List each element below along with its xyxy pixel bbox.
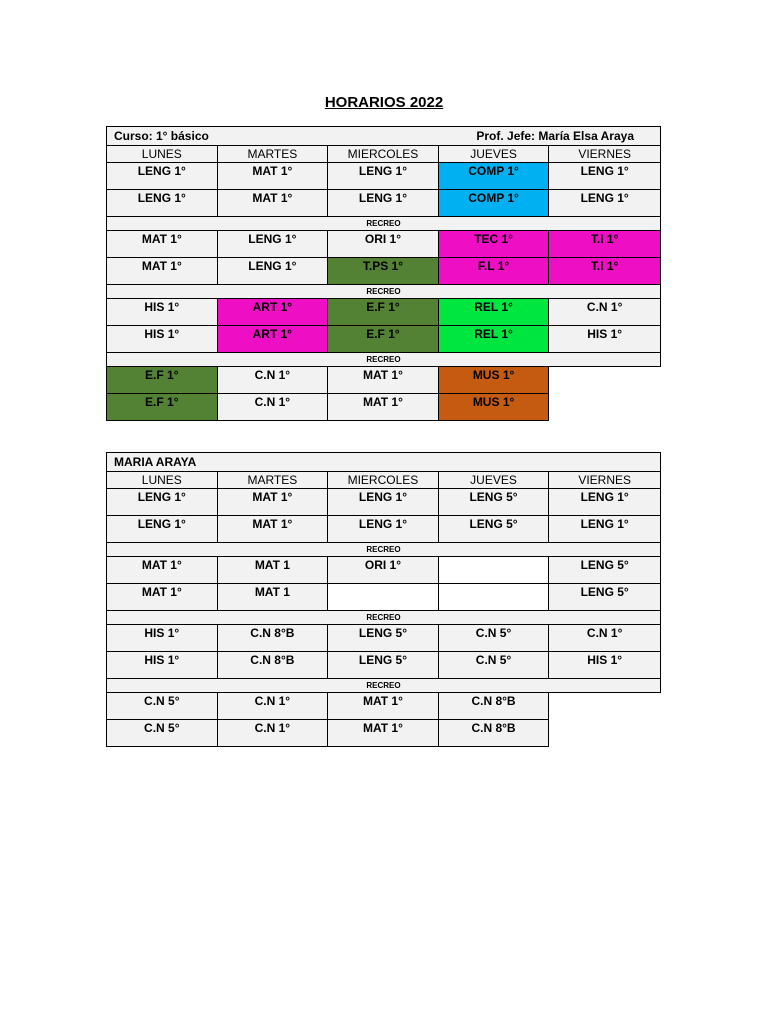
day-header-row <box>107 472 661 489</box>
class-cell: MAT 1 <box>217 584 328 611</box>
class-row <box>107 299 661 326</box>
class-cell: COMP 1° <box>438 163 549 190</box>
class-cell: COMP 1° <box>438 190 549 217</box>
class-cell: HIS 1° <box>107 652 218 679</box>
class-row <box>107 489 661 516</box>
class-cell: C.N 8°B <box>438 720 549 747</box>
class-cell: MUS 1° <box>438 367 549 394</box>
recess-row <box>107 679 661 693</box>
class-cell: C.N 5° <box>438 652 549 679</box>
recess-row <box>107 285 661 299</box>
class-row <box>107 693 661 720</box>
recess-row <box>107 543 661 557</box>
class-cell: MAT 1° <box>217 489 328 516</box>
day-header: MARTES <box>217 472 328 489</box>
class-cell: C.N 1° <box>217 693 328 720</box>
day-header: JUEVES <box>438 146 549 163</box>
class-cell: C.N 8°B <box>217 652 328 679</box>
day-header: VIERNES <box>549 146 661 163</box>
class-cell: C.N 1° <box>549 625 661 652</box>
class-cell: ART 1° <box>217 326 328 353</box>
class-cell: LENG 5° <box>549 584 661 611</box>
class-cell: LENG 1° <box>328 516 439 543</box>
class-cell: T.I 1° <box>549 231 661 258</box>
class-cell: MUS 1° <box>438 394 549 421</box>
class-cell: LENG 1° <box>328 190 439 217</box>
class-cell: MAT 1° <box>328 367 439 394</box>
day-header: LUNES <box>107 146 218 163</box>
class-cell: MAT 1° <box>107 231 218 258</box>
class-cell: F.L 1° <box>438 258 549 285</box>
class-cell: LENG 5° <box>328 652 439 679</box>
class-cell: LENG 5° <box>328 625 439 652</box>
day-header: MARTES <box>217 146 328 163</box>
class-cell: TEC 1° <box>438 231 549 258</box>
class-row <box>107 625 661 652</box>
class-cell: LENG 1° <box>549 489 661 516</box>
class-cell: E.F 1° <box>107 394 218 421</box>
class-cell: LENG 1° <box>107 489 218 516</box>
day-header: VIERNES <box>549 472 661 489</box>
class-cell: T.PS 1° <box>328 258 439 285</box>
class-row <box>107 652 661 679</box>
class-cell: LENG 5° <box>438 516 549 543</box>
schedule-header-left: Curso: 1° básico <box>107 127 439 146</box>
class-cell: C.N 1° <box>217 720 328 747</box>
class-cell: LENG 1° <box>549 516 661 543</box>
class-cell: HIS 1° <box>549 652 661 679</box>
class-cell: LENG 1° <box>217 258 328 285</box>
class-cell: MAT 1° <box>328 693 439 720</box>
recess-label: RECREO <box>107 217 661 231</box>
class-row <box>107 557 661 584</box>
class-row <box>107 326 661 353</box>
day-header: MIERCOLES <box>328 472 439 489</box>
class-cell <box>328 584 439 611</box>
day-header: MIERCOLES <box>328 146 439 163</box>
recess-label: RECREO <box>107 543 661 557</box>
class-cell: MAT 1° <box>328 394 439 421</box>
schedule-table-teacher <box>106 452 661 747</box>
class-cell: C.N 5° <box>438 625 549 652</box>
recess-label: RECREO <box>107 285 661 299</box>
recess-label: RECREO <box>107 679 661 693</box>
class-cell: LENG 1° <box>217 231 328 258</box>
class-cell: ORI 1° <box>328 231 439 258</box>
class-cell: ART 1° <box>217 299 328 326</box>
schedule-header <box>107 453 661 472</box>
class-row <box>107 258 661 285</box>
class-cell: C.N 1° <box>549 299 661 326</box>
day-header-row <box>107 146 661 163</box>
day-header: LUNES <box>107 472 218 489</box>
schedule-header-right: Prof. Jefe: María Elsa Araya <box>438 127 660 146</box>
class-cell: C.N 1° <box>217 367 328 394</box>
class-cell: HIS 1° <box>107 326 218 353</box>
class-cell: MAT 1 <box>217 557 328 584</box>
recess-row <box>107 353 661 367</box>
recess-label: RECREO <box>107 611 661 625</box>
class-cell: C.N 5° <box>107 720 218 747</box>
class-cell: MAT 1° <box>328 720 439 747</box>
empty-slot <box>549 367 661 394</box>
class-cell: LENG 1° <box>549 190 661 217</box>
class-cell: HIS 1° <box>549 326 661 353</box>
class-cell: REL 1° <box>438 326 549 353</box>
class-cell: ORI 1° <box>328 557 439 584</box>
class-cell: LENG 1° <box>107 163 218 190</box>
class-cell: C.N 8°B <box>438 693 549 720</box>
class-cell <box>438 557 549 584</box>
class-row <box>107 163 661 190</box>
day-header: JUEVES <box>438 472 549 489</box>
class-cell: LENG 1° <box>549 163 661 190</box>
class-cell: LENG 5° <box>549 557 661 584</box>
class-cell: T.I 1° <box>549 258 661 285</box>
class-cell: MAT 1° <box>107 557 218 584</box>
class-cell <box>438 584 549 611</box>
schedule-table-course <box>106 126 661 421</box>
class-cell: MAT 1° <box>107 584 218 611</box>
class-cell: MAT 1° <box>107 258 218 285</box>
empty-slot <box>549 394 661 421</box>
class-cell: HIS 1° <box>107 625 218 652</box>
empty-slot <box>549 693 661 720</box>
class-cell: C.N 5° <box>107 693 218 720</box>
empty-slot <box>549 720 661 747</box>
class-cell: LENG 1° <box>107 190 218 217</box>
class-cell: MAT 1° <box>217 516 328 543</box>
class-cell: E.F 1° <box>328 299 439 326</box>
recess-row <box>107 611 661 625</box>
class-cell: REL 1° <box>438 299 549 326</box>
class-cell: HIS 1° <box>107 299 218 326</box>
class-row <box>107 394 661 421</box>
page-title: HORARIOS 2022 <box>324 94 444 111</box>
class-cell: LENG 1° <box>328 489 439 516</box>
class-cell: LENG 1° <box>328 163 439 190</box>
class-row <box>107 190 661 217</box>
class-row <box>107 720 661 747</box>
class-cell: E.F 1° <box>107 367 218 394</box>
class-cell: LENG 5° <box>438 489 549 516</box>
recess-label: RECREO <box>107 353 661 367</box>
class-row <box>107 516 661 543</box>
schedule-header <box>107 127 661 146</box>
class-cell: MAT 1° <box>217 190 328 217</box>
class-row <box>107 584 661 611</box>
class-row <box>107 231 661 258</box>
class-cell: C.N 8°B <box>217 625 328 652</box>
recess-row <box>107 217 661 231</box>
class-row <box>107 367 661 394</box>
schedule-header-left: MARIA ARAYA <box>107 453 661 472</box>
class-cell: E.F 1° <box>328 326 439 353</box>
class-cell: LENG 1° <box>107 516 218 543</box>
class-cell: C.N 1° <box>217 394 328 421</box>
class-cell: MAT 1° <box>217 163 328 190</box>
